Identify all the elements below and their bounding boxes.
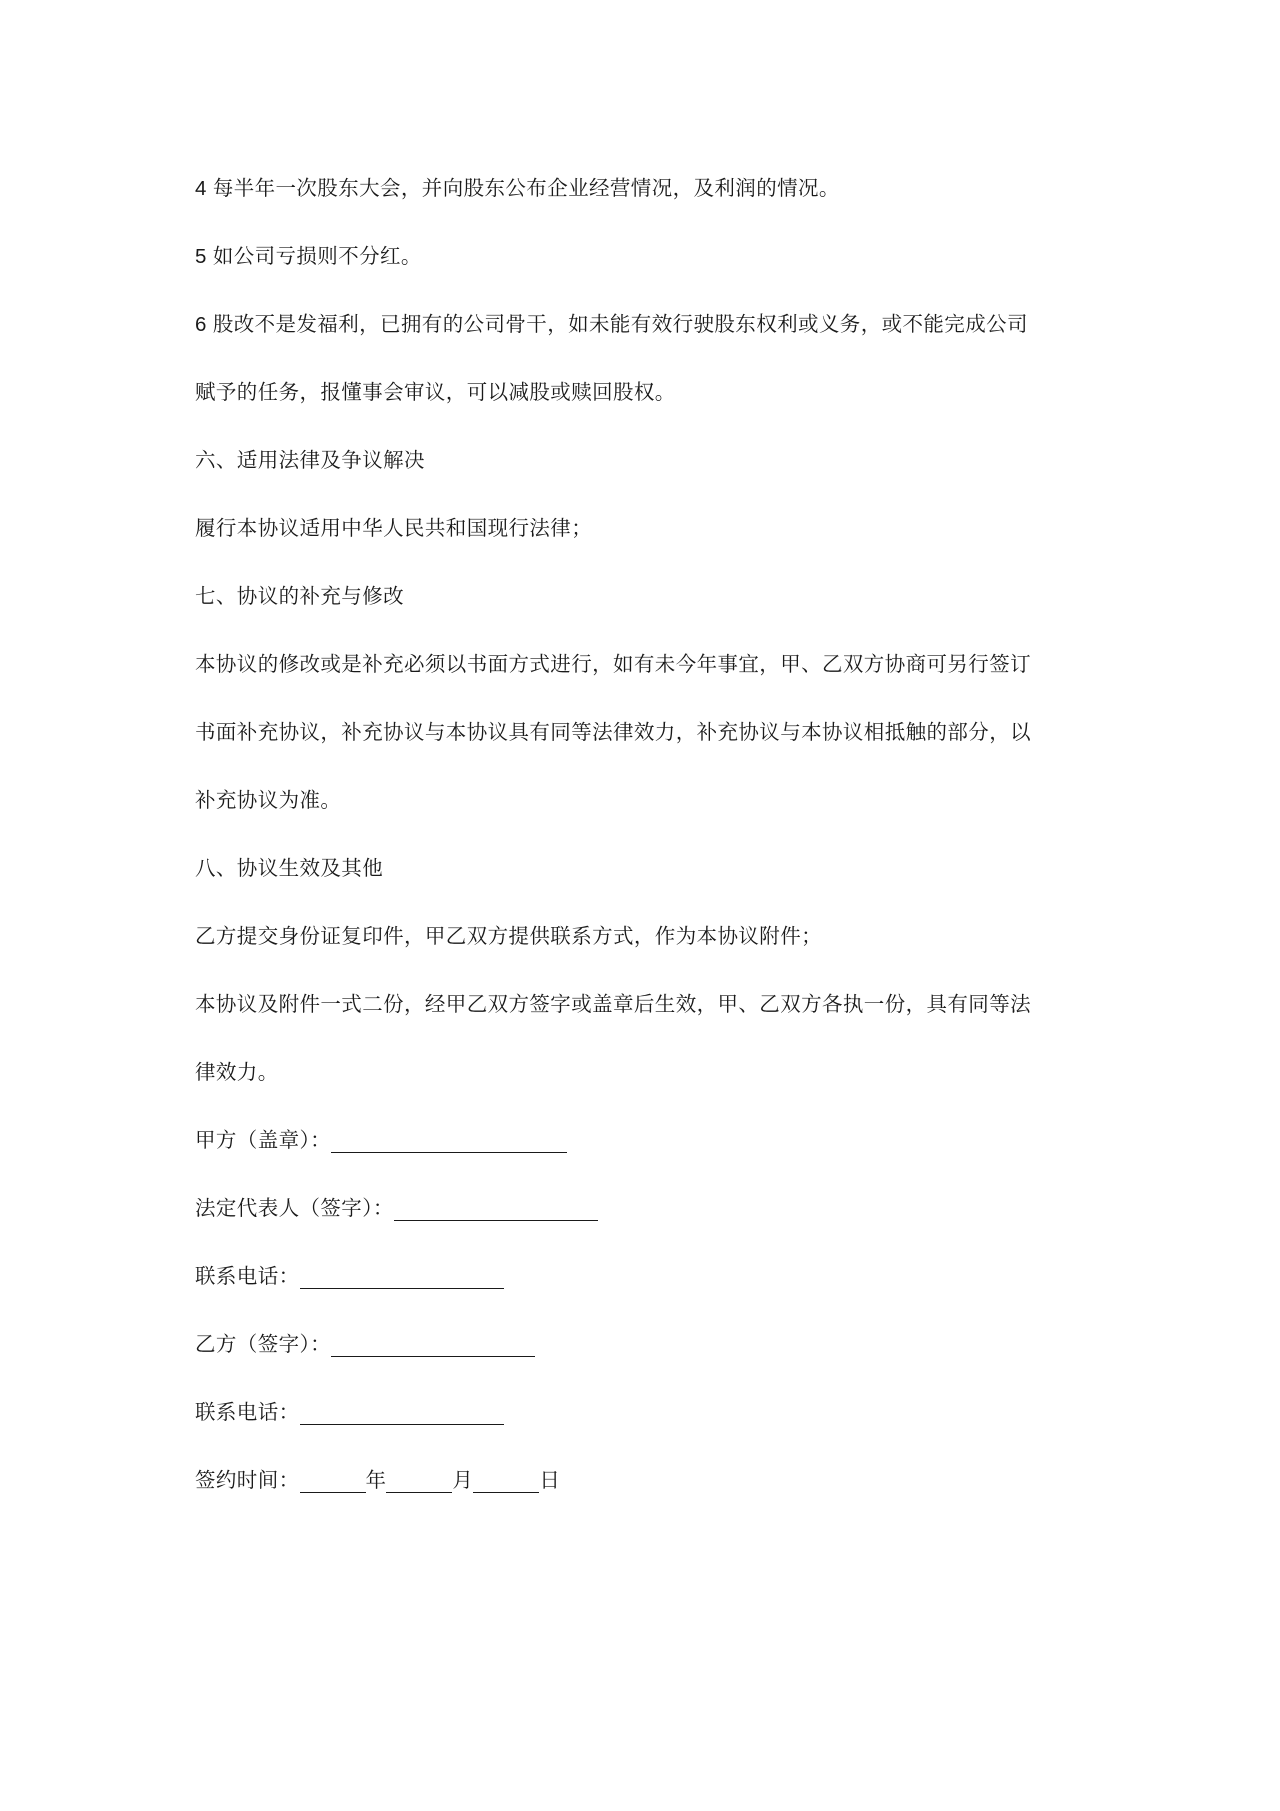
legal-rep-row [195,1194,598,1222]
section-7-body-line: 补充协议为准。 [195,788,342,812]
clause-text: 每半年一次股东大会，并向股东公布企业经营情况，及利润的情况。 [212,176,840,200]
section-8-heading: 八、协议生效及其他 [195,856,384,880]
party-b-row [195,1330,535,1358]
section-6-heading: 六、适用法律及争议解决 [195,448,425,472]
party-a-label: 甲方（盖章）： [195,1128,332,1152]
day-blank[interactable] [473,1470,539,1493]
party-a-row [195,1126,567,1154]
phone-a-row [195,1262,504,1290]
party-b-signature-blank[interactable] [331,1334,535,1357]
phone-a-label: 联系电话： [195,1264,300,1288]
month-label: 月 [452,1468,474,1492]
sign-date-row [195,1466,560,1494]
clause-text: 如公司亏损则不分红。 [212,244,422,268]
clause-5 [195,242,422,271]
month-blank[interactable] [386,1470,452,1493]
date-label: 签约时间： [195,1468,300,1492]
phone-a-blank[interactable] [300,1266,504,1289]
clause-number: 4 [195,177,207,200]
legal-rep-label: 法定代表人（签字）： [195,1196,394,1220]
clause-6-continuation: 赋予的任务，报懂事会审议，可以减股或赎回股权。 [195,380,676,404]
day-label: 日 [539,1468,561,1492]
section-8-para: 乙方提交身份证复印件，甲乙双方提供联系方式，作为本协议附件； [195,924,822,948]
clause-4 [195,174,840,203]
clause-number: 5 [195,245,207,268]
year-label: 年 [365,1468,387,1492]
phone-b-blank[interactable] [300,1402,504,1425]
section-7-body-line: 书面补充协议，补充协议与本协议具有同等法律效力，补充协议与本协议相抵触的部分，以 [195,720,1031,744]
phone-b-label: 联系电话： [195,1400,300,1424]
section-7-body-line: 本协议的修改或是补充必须以书面方式进行，如有未今年事宜，甲、乙双方协商可另行签订 [195,652,1031,676]
section-7-heading: 七、协议的补充与修改 [195,584,404,608]
clause-text: 股改不是发福利，已拥有的公司骨干，如未能有效行驶股东权利或义务，或不能完成公司 [212,312,1028,336]
section-6-body: 履行本协议适用中华人民共和国现行法律； [195,516,593,540]
phone-b-row [195,1398,504,1426]
section-8-para: 本协议及附件一式二份，经甲乙双方签字或盖章后生效，甲、乙双方各执一份，具有同等法 [195,992,1031,1016]
party-a-signature-blank[interactable] [331,1130,567,1153]
section-8-para: 律效力。 [195,1060,279,1084]
clause-number: 6 [195,313,207,336]
clause-6 [195,310,1028,339]
legal-rep-signature-blank[interactable] [394,1198,598,1221]
party-b-label: 乙方（签字）： [195,1332,332,1356]
year-blank[interactable] [300,1470,366,1493]
